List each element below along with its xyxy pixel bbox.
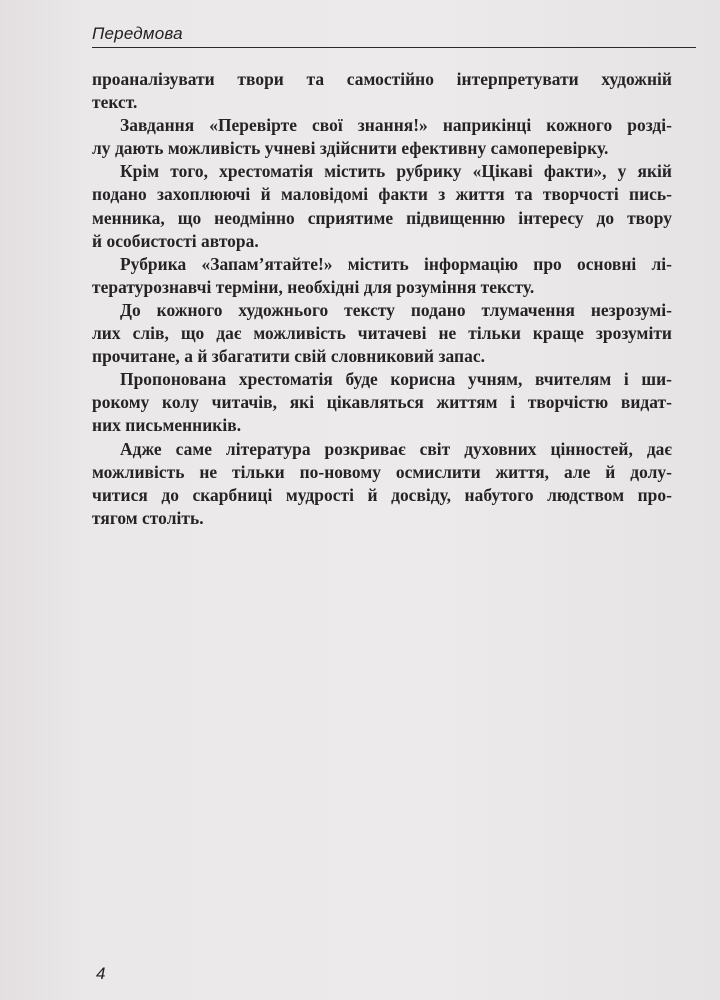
text-line: До кожного художнього тексту подано тлумачення незрозумі- <box>120 299 672 320</box>
text-line: рокому колу читачів, які цікавляться життям і творчістю видат- <box>92 392 672 413</box>
text-line: тягом століть. <box>92 507 204 528</box>
paragraph <box>92 253 672 299</box>
text-line: подано захоплюючі й маловідомі факти з життя та творчості пись- <box>92 184 672 205</box>
paragraph <box>92 438 672 530</box>
header-rule <box>92 47 696 48</box>
paragraph <box>92 160 672 252</box>
paragraph <box>92 299 672 368</box>
text-line: тературознавчі терміни, необхідні для розуміння тексту. <box>92 276 535 297</box>
paragraph <box>92 68 672 114</box>
text-line: Завдання «Перевірте свої знання!» наприкінці кожного розді- <box>120 115 672 136</box>
text-line: них письменників. <box>92 415 242 436</box>
page-number: 4 <box>96 964 106 983</box>
body-text <box>92 68 672 530</box>
text-line: Пропонована хрестоматія буде корисна учням, вчителям і ши- <box>120 369 672 390</box>
text-line: прочитане, а й збагатити свій словниковий запас. <box>92 346 485 367</box>
text-line: Рубрика «Запам’ятайте!» містить інформацію про основні лі- <box>120 253 672 274</box>
paragraph <box>92 368 672 437</box>
text-line: читися до скарбниці мудрості й досвіду, набутого людством про- <box>92 484 672 505</box>
text-line: Адже саме література розкриває світ духовних цінностей, дає <box>120 438 672 459</box>
header-title: Передмова <box>92 24 183 43</box>
text-line: текст. <box>92 92 138 113</box>
running-header <box>92 20 696 48</box>
text-line: менника, що неодмінно сприятиме підвищенню інтересу до твору <box>92 207 672 228</box>
text-line: лих слів, що дає можливість читачеві не тільки краще зрозуміти <box>92 323 672 344</box>
text-line: можливість не тільки по-новому осмислити життя, але й долу- <box>92 461 672 482</box>
text-line: й особистості автора. <box>92 230 259 251</box>
paragraph <box>92 114 672 160</box>
text-line: проаналізувати твори та самостійно інтерпретувати художній <box>92 69 672 89</box>
text-line: Крім того, хрестоматія містить рубрику «Цікаві факти», у якій <box>120 161 672 182</box>
text-line: лу дають можливість учневі здійснити ефективну самоперевірку. <box>92 138 609 159</box>
